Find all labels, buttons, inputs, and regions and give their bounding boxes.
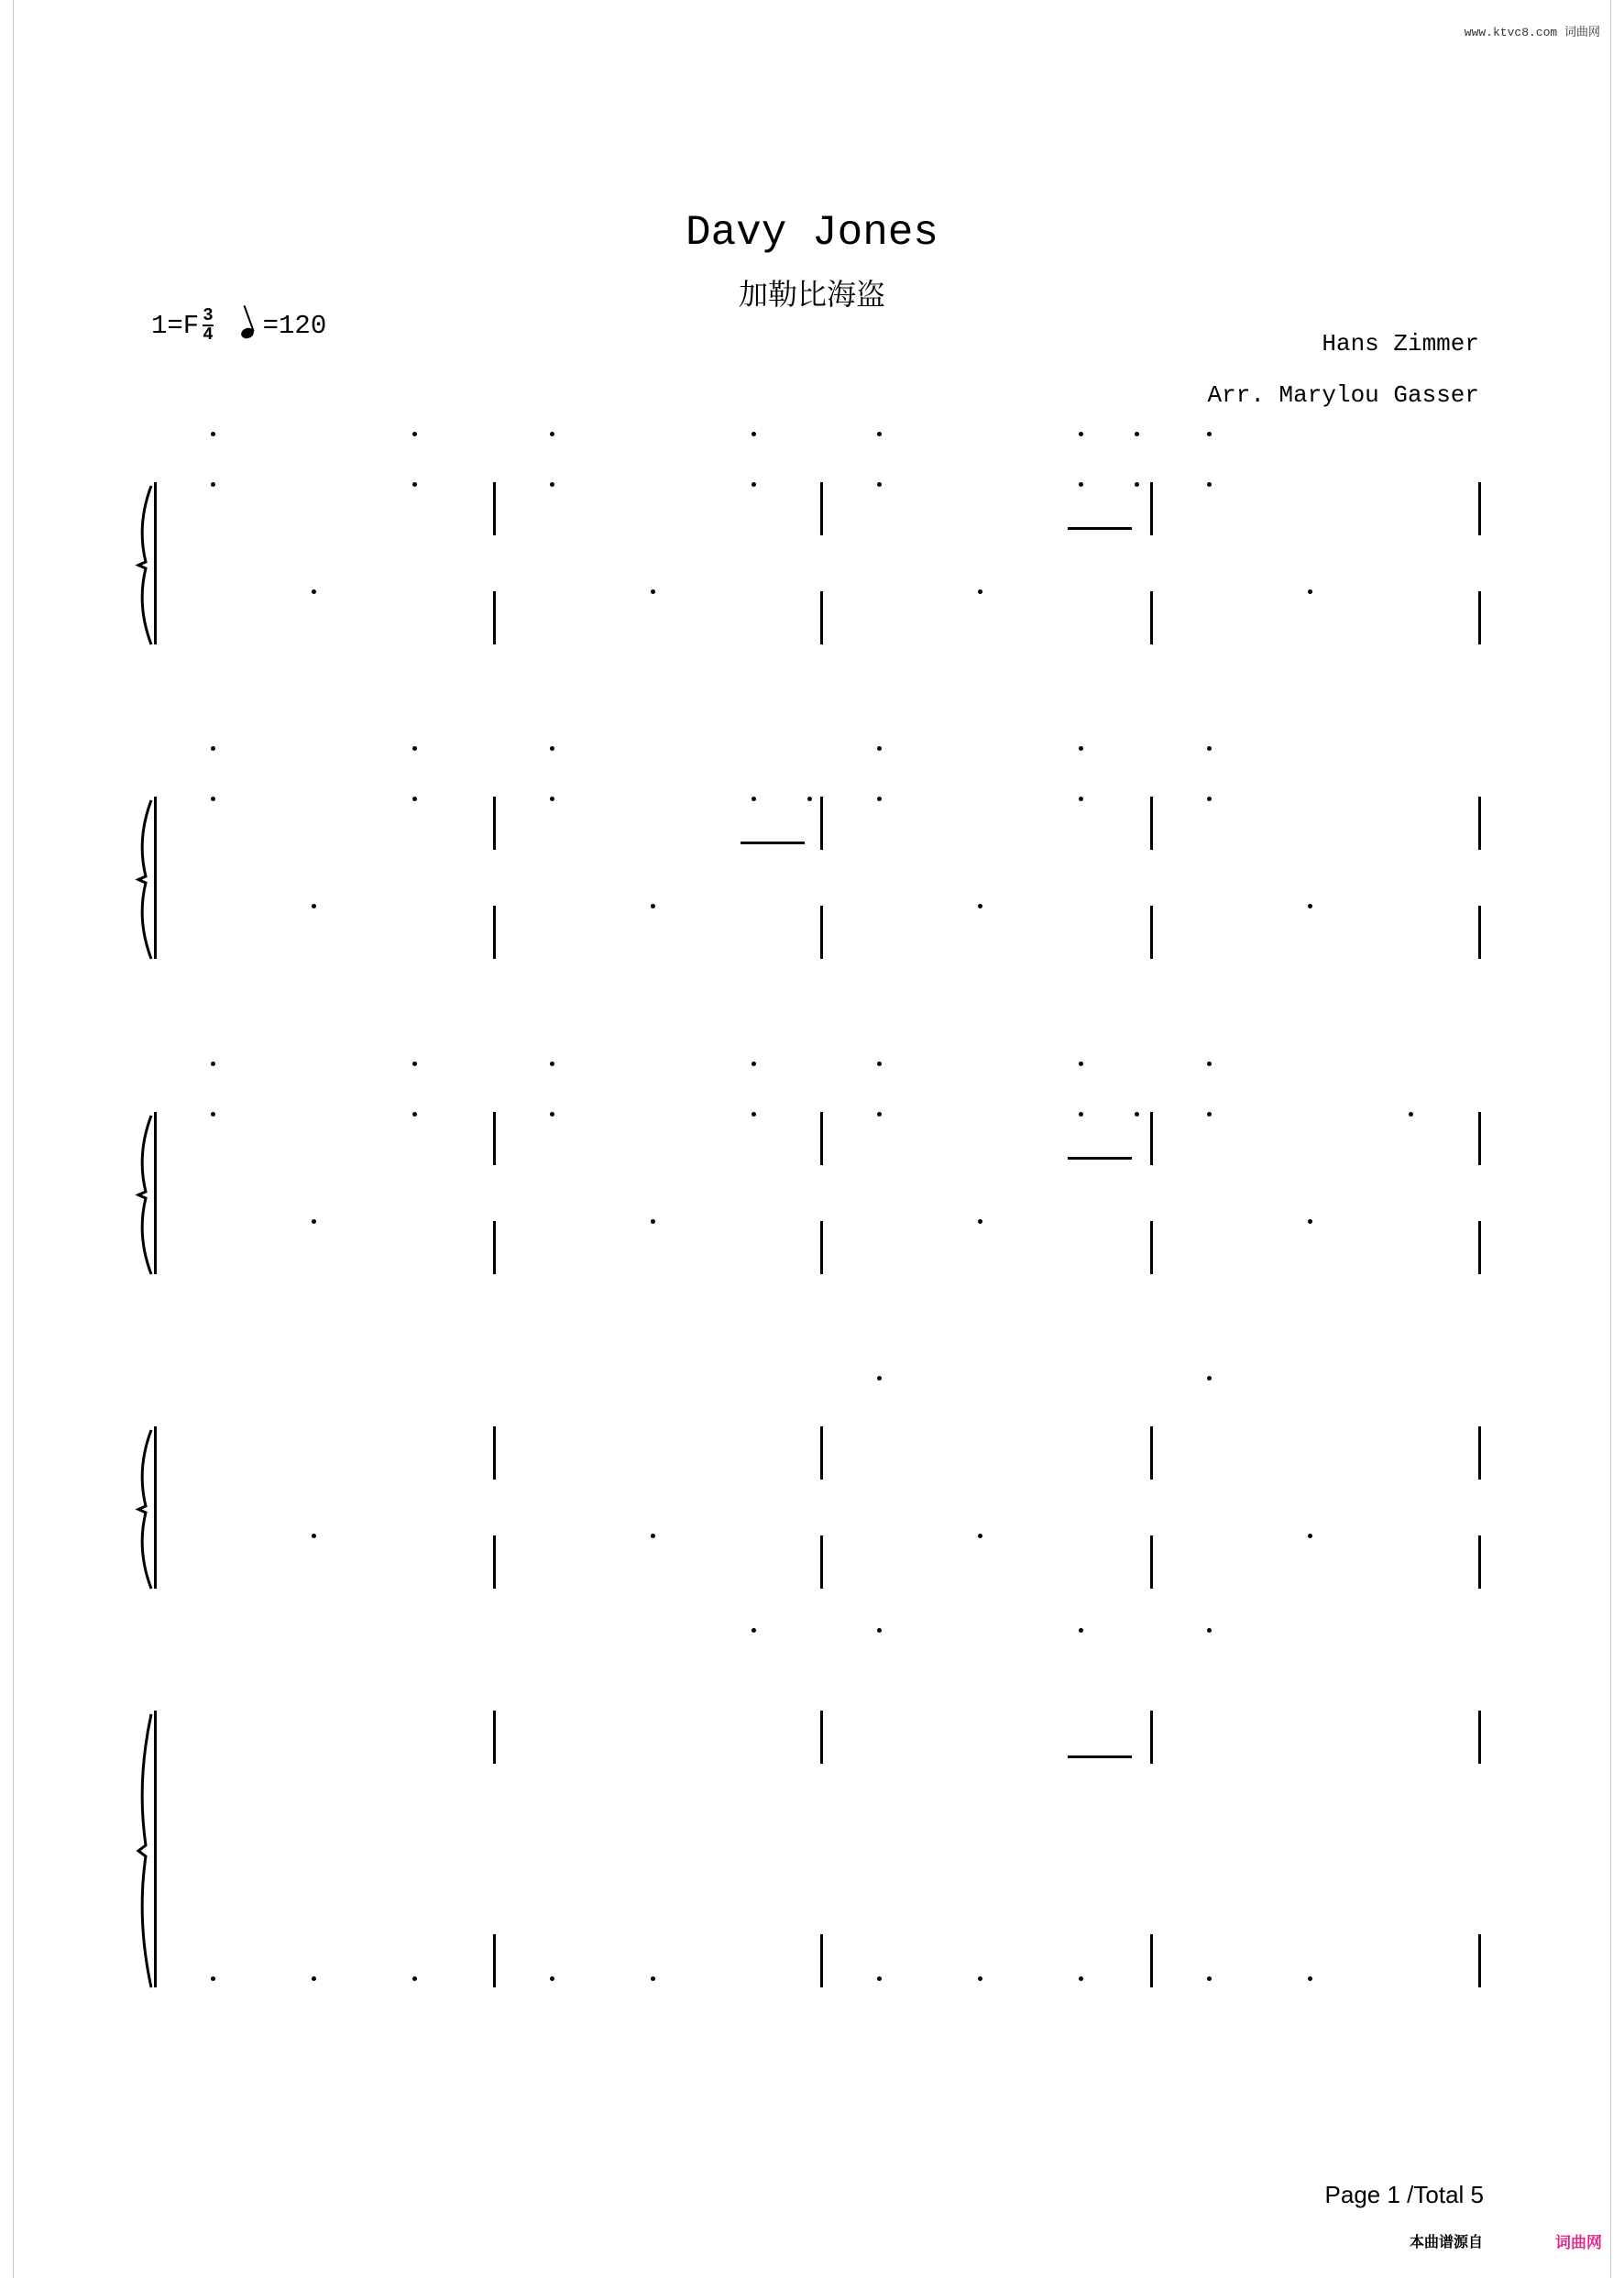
barline [493,1221,496,1274]
barline [820,1934,823,1987]
barline [820,906,823,959]
octave-dot [877,746,882,751]
page-indicator: Page 1 /Total 5 [1324,2181,1484,2208]
brace-icon [133,1114,155,1281]
barline [820,1221,823,1274]
octave-dot [211,432,215,436]
barline [154,1711,157,1987]
barline [154,1112,157,1274]
octave-dot [651,904,655,908]
octave-dot [211,1976,215,1981]
octave-dot [877,1376,882,1381]
quarter-note-icon [239,325,255,339]
octave-dot [550,1976,554,1981]
eighth-beam [1068,1157,1132,1160]
octave-dot [877,432,882,436]
octave-dot [312,1534,316,1538]
barline [493,1535,496,1589]
octave-dot [1079,432,1083,436]
octave-dot [1308,904,1312,908]
barline [493,1711,496,1764]
octave-dot [412,746,417,751]
octave-dot [752,1062,756,1066]
page-title: Davy Jones [685,209,939,257]
key-label: 1=F [151,310,200,341]
right-watermark-strip [1610,0,1624,2278]
octave-dot [1135,482,1139,487]
octave-dot [412,1062,417,1066]
octave-dot [412,797,417,801]
octave-dot [877,1628,882,1633]
barline [493,1934,496,1987]
barline [1150,1221,1153,1274]
octave-dot [978,1534,982,1538]
octave-dot [1207,482,1212,487]
octave-dot [1308,1219,1312,1224]
time-denominator: 4 [203,325,214,345]
octave-dot [978,1219,982,1224]
octave-dot [877,1062,882,1066]
source-label: 本曲谱源自 [1410,2233,1484,2250]
barline [1478,482,1481,535]
barline [820,482,823,535]
barline [820,1426,823,1480]
barline [820,1711,823,1764]
octave-dot [412,1112,417,1117]
brace-icon [133,1428,155,1595]
time-signature [203,307,213,344]
octave-dot [1409,1112,1413,1117]
barline [820,591,823,644]
barline [1478,906,1481,959]
octave-dot [312,1976,316,1981]
time-numerator: 3 [203,305,214,325]
octave-dot [752,432,756,436]
octave-dot [1079,1976,1083,1981]
barline [1150,1934,1153,1987]
octave-dot [412,482,417,487]
barline [1150,1711,1153,1764]
octave-dot [550,1062,554,1066]
octave-dot [412,1976,417,1981]
eighth-beam [1068,1755,1132,1758]
barline [1478,1426,1481,1480]
barline [1150,797,1153,850]
octave-dot [877,1976,882,1981]
page-subtitle: 加勒比海盗 [738,277,885,312]
octave-dot [752,797,756,801]
barline [1150,591,1153,644]
octave-dot [752,1112,756,1117]
barline [1478,1112,1481,1165]
left-watermark-strip [0,0,14,2278]
arranger: Arr. Marylou Gasser [1207,381,1479,409]
octave-dot [1207,432,1212,436]
octave-dot [211,1112,215,1117]
octave-dot [1207,1628,1212,1633]
octave-dot [412,432,417,436]
octave-dot [1308,1976,1312,1981]
octave-dot [1207,746,1212,751]
barline [154,482,157,644]
octave-dot [877,797,882,801]
octave-dot [1079,482,1083,487]
octave-dot [1308,1534,1312,1538]
octave-dot [1135,432,1139,436]
octave-dot [752,1628,756,1633]
octave-dot [651,1534,655,1538]
barline [1478,1535,1481,1589]
octave-dot [1207,1376,1212,1381]
octave-dot [312,904,316,908]
barline [493,1426,496,1480]
octave-dot [651,1219,655,1224]
octave-dot [550,432,554,436]
barline [1478,797,1481,850]
barline [820,797,823,850]
tempo-label: =120 [262,310,327,341]
octave-dot [978,589,982,594]
octave-dot [211,797,215,801]
octave-dot [752,482,756,487]
barline [1150,482,1153,535]
octave-dot [1079,1628,1083,1633]
barline [1150,1112,1153,1165]
barline [1150,1426,1153,1480]
octave-dot [550,482,554,487]
octave-dot [312,1219,316,1224]
octave-dot [550,746,554,751]
eighth-beam [741,842,805,844]
octave-dot [211,746,215,751]
barline [1478,1221,1481,1274]
barline [493,591,496,644]
barline [1478,1934,1481,1987]
octave-dot [550,797,554,801]
octave-dot [1079,797,1083,801]
octave-dot [807,797,812,801]
barline [820,1535,823,1589]
barline [154,1426,157,1589]
octave-dot [978,1976,982,1981]
octave-dot [1135,1112,1139,1117]
brace-icon [133,484,155,651]
barline [820,1112,823,1165]
brace-icon [133,798,155,965]
octave-dot [1207,1112,1212,1117]
octave-dot [1207,1062,1212,1066]
barline [1150,906,1153,959]
barline [1478,591,1481,644]
barline [493,906,496,959]
octave-dot [1308,589,1312,594]
octave-dot [211,482,215,487]
composer: Hans Zimmer [1322,330,1479,358]
octave-dot [877,1112,882,1117]
octave-dot [651,589,655,594]
octave-dot [1079,1112,1083,1117]
octave-dot [1079,1062,1083,1066]
eighth-beam [1068,527,1132,530]
barline [154,797,157,959]
key-signature [151,307,326,344]
source-site-link[interactable]: 词曲网 [1555,2234,1602,2252]
octave-dot [211,1062,215,1066]
octave-dot [978,904,982,908]
site-url[interactable]: www.ktvc8.com 词曲网 [1464,26,1600,39]
octave-dot [1207,797,1212,801]
barline [1150,1535,1153,1589]
octave-dot [312,589,316,594]
barline [1478,1711,1481,1764]
octave-dot [651,1976,655,1981]
octave-dot [1207,1976,1212,1981]
octave-dot [550,1112,554,1117]
barline [493,797,496,850]
barline [493,482,496,535]
barline [493,1112,496,1165]
brace-icon [133,1712,155,1994]
octave-dot [877,482,882,487]
octave-dot [1079,746,1083,751]
